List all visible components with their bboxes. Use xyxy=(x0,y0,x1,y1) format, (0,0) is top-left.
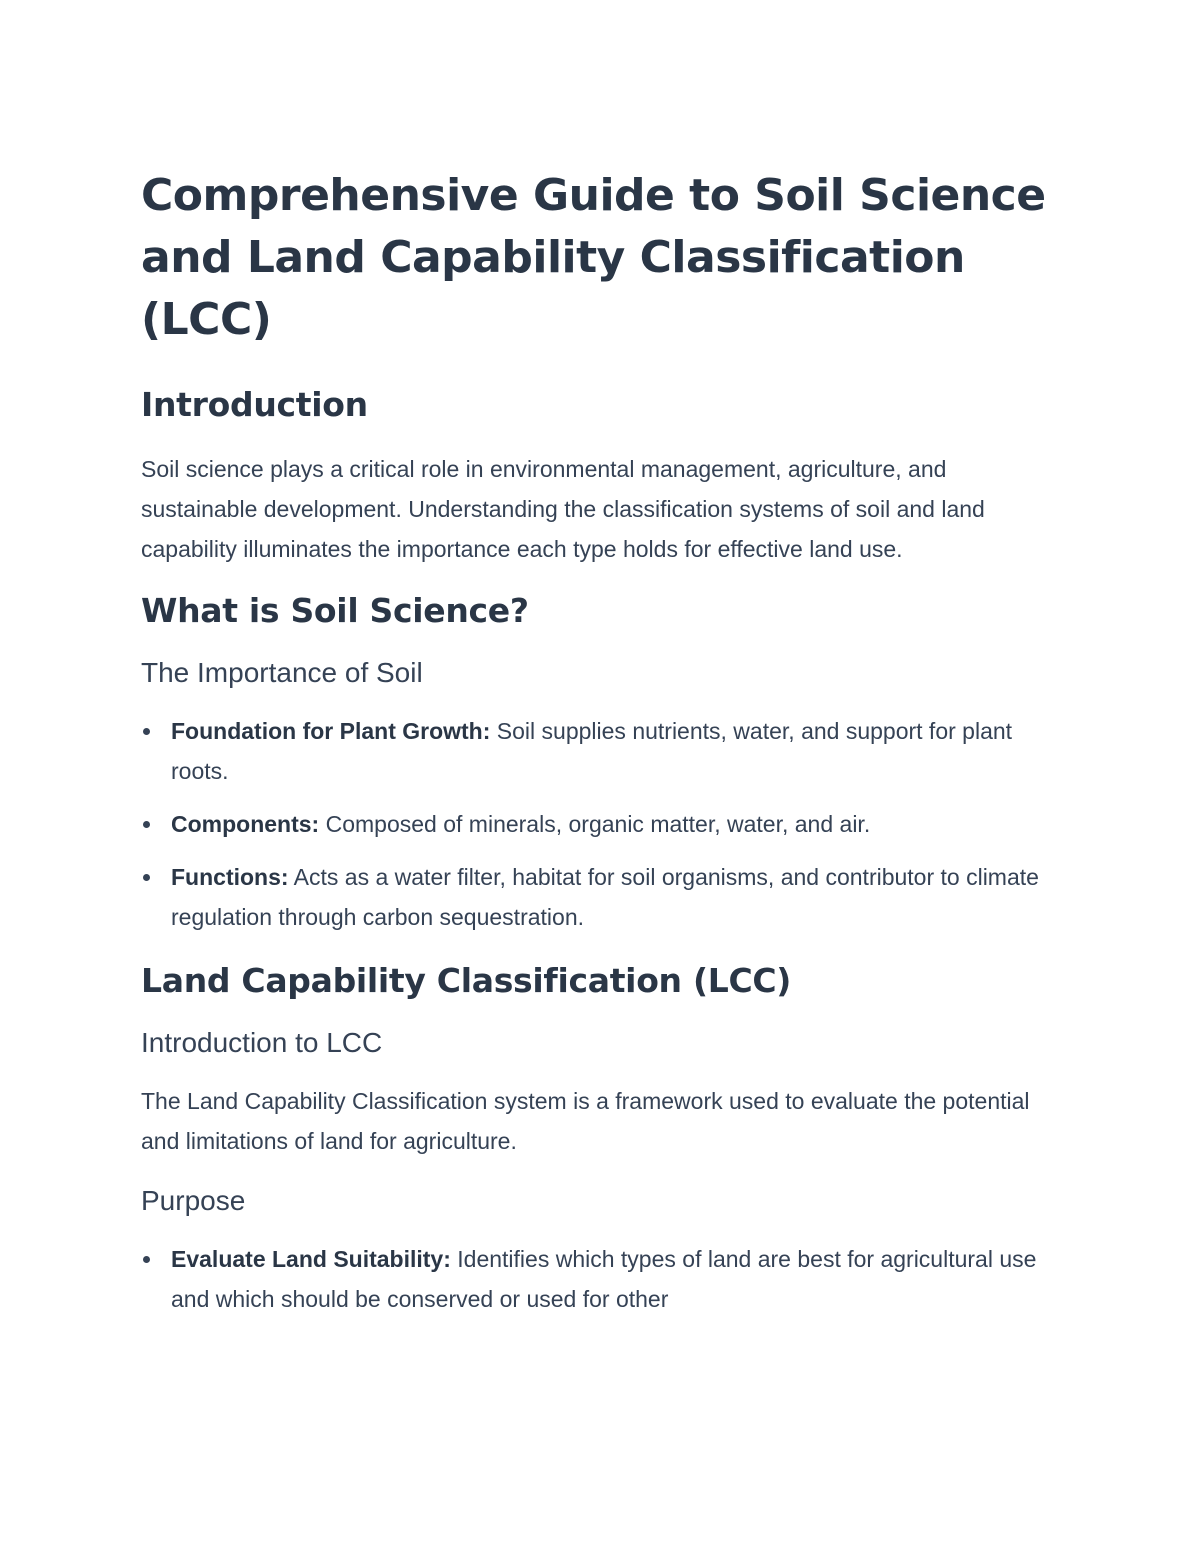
soil-science-section xyxy=(141,591,1061,937)
purpose-list xyxy=(141,1239,1061,1319)
document-page xyxy=(141,165,1061,1343)
introduction-section xyxy=(141,385,1061,569)
list-item-term: Evaluate Land Suitability: xyxy=(171,1246,451,1272)
lcc-intro-subheading: Introduction to LCC xyxy=(141,1027,383,1058)
list-item-text: Soil supplies nutrients, water, and support for plant roots. xyxy=(171,718,1013,784)
importance-of-soil-subheading: The Importance of Soil xyxy=(141,657,423,688)
list-item-term: Components: xyxy=(171,811,320,837)
bullet-icon xyxy=(143,1256,150,1263)
list-item-term: Foundation for Plant Growth: xyxy=(171,718,491,744)
lcc-intro-paragraph: The Land Capability Classification system is a framework used to evaluate the potential and limitations of land for agriculture. xyxy=(141,1088,1030,1154)
list-item xyxy=(141,711,1061,791)
bullet-icon xyxy=(143,821,150,828)
purpose-subheading: Purpose xyxy=(141,1185,246,1216)
list-item-text: Composed of minerals, organic matter, water, and air. xyxy=(319,811,871,837)
list-item xyxy=(141,804,1061,844)
list-item-text: Acts as a water filter, habitat for soil organisms, and contributor to climate regulation through carbon sequestration. xyxy=(171,864,1039,930)
list-item-text: Identifies which types of land are best for agricultural use and which should be conserved or used for other xyxy=(171,1246,1037,1312)
importance-of-soil-list xyxy=(141,711,1061,937)
soil-science-heading: What is Soil Science? xyxy=(141,591,529,630)
bullet-icon xyxy=(143,728,150,735)
document-title: Comprehensive Guide to Soil Science and Land Capability Classification (LCC) xyxy=(141,170,1046,345)
lcc-section xyxy=(141,961,1061,1319)
list-item-term: Functions: xyxy=(171,864,289,890)
bullet-icon xyxy=(143,874,150,881)
introduction-paragraph: Soil science plays a critical role in environmental management, agriculture, and sustainable development. Understanding the classification systems of soil and land capability illuminates the importance each type holds for effective land use. xyxy=(141,456,985,562)
lcc-heading: Land Capability Classification (LCC) xyxy=(141,961,792,1000)
list-item xyxy=(141,857,1061,937)
list-item xyxy=(141,1239,1061,1319)
introduction-heading: Introduction xyxy=(141,385,368,424)
